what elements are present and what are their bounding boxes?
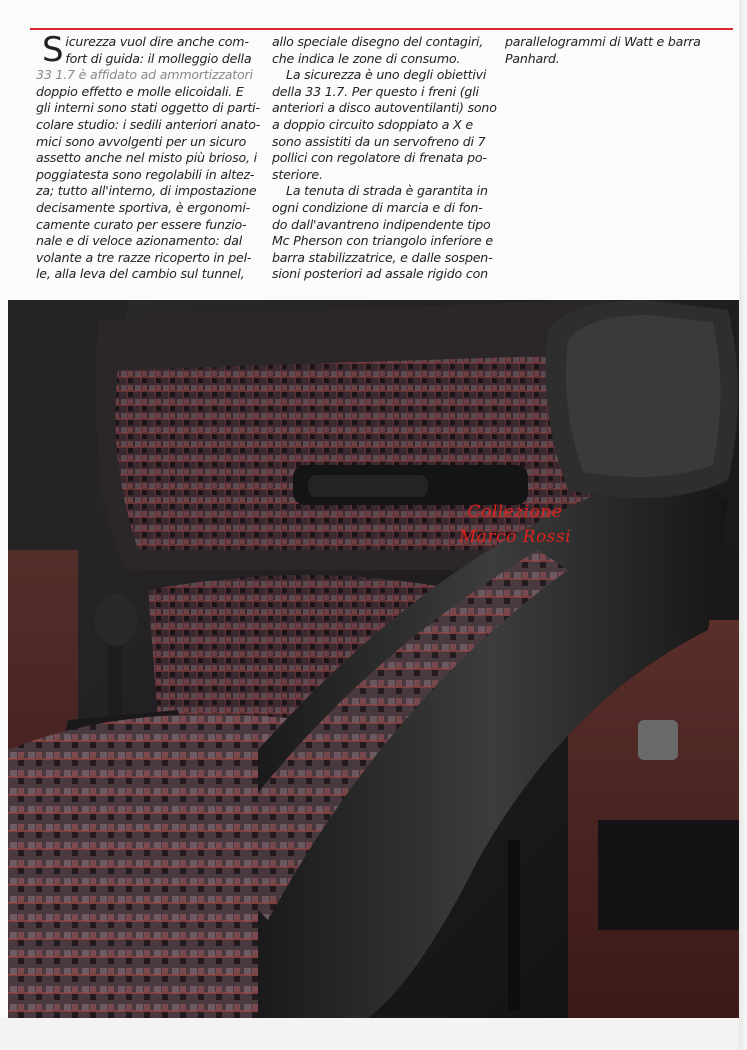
text-line: le, alla leva del cambio sul tunnel, <box>36 266 245 282</box>
text-line: 33 1.7 è affidato ad ammortizzatori <box>36 67 253 83</box>
text-line: Panhard. <box>505 50 560 66</box>
text-column-3 <box>505 34 735 67</box>
text-line: volante a tre razze ricoperto in pel- <box>36 249 252 265</box>
text-column-1 <box>36 30 262 283</box>
text-line: decisamente sportiva, è ergonomi- <box>36 199 250 215</box>
text-line: fort di guida: il molleggio della <box>65 50 252 66</box>
drop-cap: S <box>42 30 64 70</box>
text-line: colare studio: i sedili anteriori anato- <box>36 116 261 132</box>
text-line: barra stabilizzatrice, e dalle sospen- <box>272 249 493 265</box>
text-line: do dall'avantreno indipendente tipo <box>272 216 491 232</box>
text-line: assetto anche nel misto più brioso, i <box>36 150 257 166</box>
text-line: allo speciale disegno del contagiri, <box>272 34 484 49</box>
text-line: nale e di veloce azionamento: dal <box>36 233 243 249</box>
text-line: anteriori a disco autoventilanti) sono <box>272 100 497 116</box>
text-line: che indica le zone di consumo. <box>272 50 461 66</box>
collection-watermark <box>440 500 590 550</box>
text-line: Mc Pherson con triangolo inferiore e <box>272 233 493 249</box>
text-line: sioni posteriori ad assale rigido con <box>272 266 488 282</box>
text-line: gli interni sono stati oggetto di parti- <box>36 100 260 116</box>
text-line: steriore. <box>272 166 323 182</box>
text-line: poggiatesta sono regolabili in altez- <box>36 166 255 182</box>
text-line: La sicurezza è uno degli obiettivi <box>286 67 487 83</box>
text-line: pollici con regolatore di frenata po- <box>272 150 487 166</box>
page-bottom-margin <box>0 1018 747 1050</box>
text-line: parallelogrammi di Watt e barra <box>505 34 701 49</box>
watermark-line: Collezione <box>467 502 563 522</box>
watermark-line: Marco Rossi <box>458 527 572 547</box>
text-line: La tenuta di strada è garantita in <box>286 183 488 199</box>
text-line: a doppio circuito sdoppiato a X e <box>272 116 473 132</box>
text-line: sono assistiti da un servofreno di 7 <box>272 133 486 149</box>
text-line: doppio effetto e molle elicoidali. E <box>36 83 244 99</box>
text-line: della 33 1.7. Per questo i freni (gli <box>272 83 479 99</box>
text-column-2 <box>272 34 498 283</box>
text-line: mici sono avvolgenti per un sicuro <box>36 133 247 149</box>
text-line: camente curato per essere funzio- <box>36 216 247 232</box>
red-header-rule <box>30 28 733 30</box>
text-line: icurezza vuol dire anche com- <box>65 34 249 49</box>
text-line: ogni condizione di marcia e di fon- <box>272 199 483 215</box>
text-line: za; tutto all'interno, di impostazione <box>36 183 257 199</box>
page-edge-shadow <box>739 0 747 1050</box>
car-interior-photo <box>8 300 740 1018</box>
